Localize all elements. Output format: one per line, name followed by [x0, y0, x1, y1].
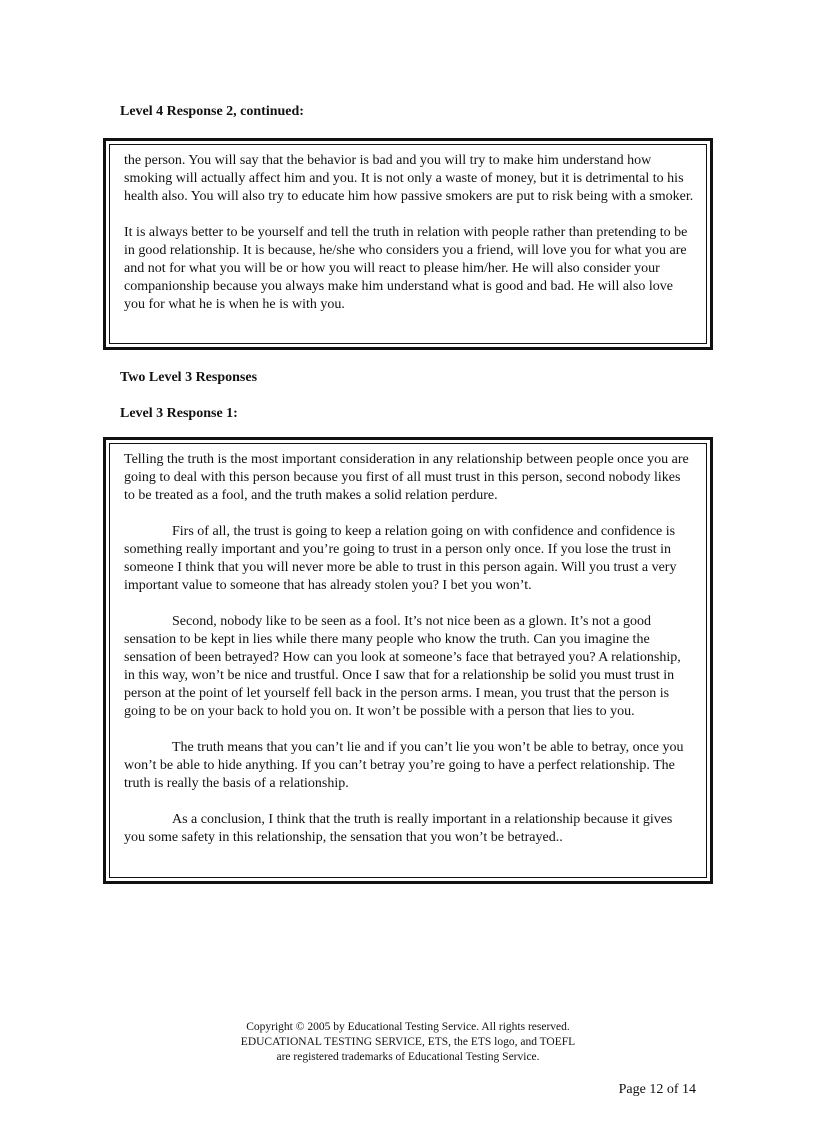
response-box-inner — [109, 144, 707, 344]
trademark-line: EDUCATIONAL TESTING SERVICE, ETS, the ETS logo, and TOEFL — [240, 1036, 576, 1048]
response-box-inner — [109, 443, 707, 878]
response-paragraph: As a conclusion, I think that the truth is really important in a relationship because it gives you some safety in this relationship, the sensation that you won’t be betrayed.. — [124, 812, 673, 845]
response-paragraph: Telling the truth is the most important consideration in any relationship between people once you are going to deal with this person because you first of all must trust in this person, second nobody likes to be treated as a fool, and the truth makes a solid relation perdure. — [124, 452, 689, 503]
page-number: Page 12 of 14 — [618, 1082, 696, 1097]
copyright-footer — [0, 1020, 816, 1065]
section-heading-two-level3: Two Level 3 Responses — [120, 370, 258, 385]
response-paragraph: the person. You will say that the behavior is bad and you will try to make him understand how smoking will actually affect him and you. It is not only a waste of money, but it is detrimental to his health also. You will also try to educate him how passive smokers are put to risk being with a smoker. — [124, 153, 694, 204]
response-paragraph: Firs of all, the trust is going to keep a relation going on with confidence and confidence is something really important and you’re going to trust in a person only once. If you lose the trust in someone I think that you will never more be able to trust in this person again. Will you trust a very important value to someone that has already stolen you? I bet you won’t. — [124, 524, 677, 593]
response-paragraph: Second, nobody like to be seen as a fool. It’s not nice been as a glown. It’s not a good sensation to be kept in lies while there many people who know the truth. Can you imagine the sensation of been betrayed? How can you look at someone’s face that betrayed you? A relationship, in this way, won’t be nice and trustful. Once I saw that for a relationship be solid you must trust in person at the point of let yourself fell back in the person arms. I mean, you trust that the person is going to be on your back to hold you on. It won’t be possible with a person that lies to you. — [124, 614, 681, 719]
section-heading-level3-response1: Level 3 Response 1: — [120, 406, 238, 421]
copyright-line: Copyright © 2005 by Educational Testing Service. All rights reserved. — [246, 1021, 570, 1033]
trademark-line: are registered trademarks of Educational Testing Service. — [276, 1051, 540, 1063]
response-box-level3 — [103, 437, 713, 884]
response-box-level4 — [103, 138, 713, 350]
response-paragraph: The truth means that you can’t lie and if you can’t lie you won’t be able to betray, once you won’t be able to hide anything. If you can’t betray you’re going to have a perfect relationship. The truth is really the basis of a relationship. — [124, 740, 684, 791]
section-heading-level4-continued: Level 4 Response 2, continued: — [120, 104, 304, 119]
response-paragraph: It is always better to be yourself and tell the truth in relation with people rather than pretending to be in good relationship. It is because, he/she who considers you a friend, will love you for what you are and not for what you will be or how you will react to please him/her. He will also consider your companionship because you always make him understand what is good and bad. He will also love you for what he is when he is with you. — [124, 225, 688, 312]
